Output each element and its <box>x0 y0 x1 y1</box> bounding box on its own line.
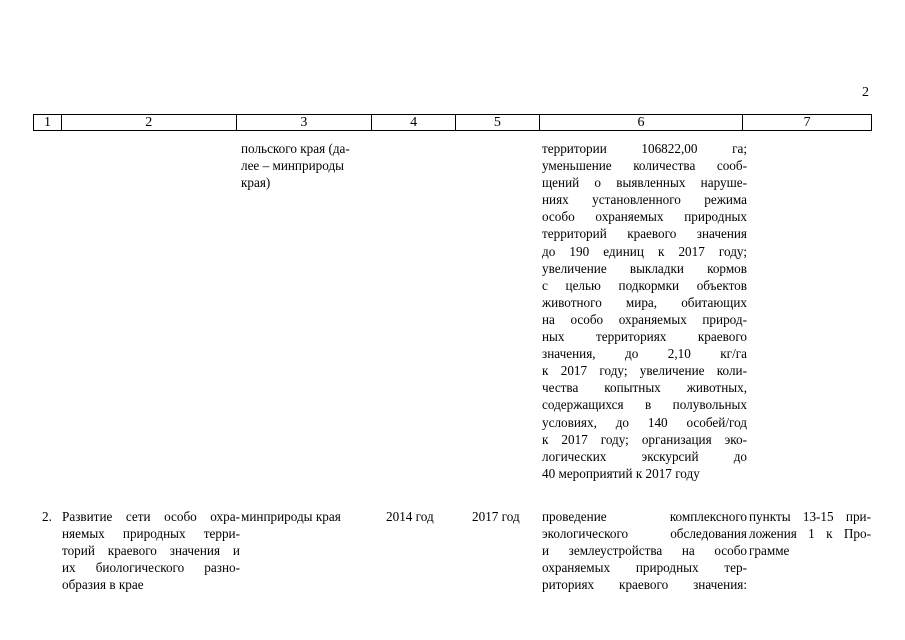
text-line: ложения 1 к Про- <box>749 526 871 542</box>
text-line: охраняемых природных тер- <box>542 560 747 576</box>
row2-start-year: 2014 год <box>386 509 434 524</box>
text-line: риториях краевого значения: <box>542 577 747 593</box>
text-line: ных территориях краевого <box>542 329 747 345</box>
text-line: няемых природных терри- <box>62 526 240 542</box>
row2-relation <box>749 508 871 559</box>
header-col-2: 2 <box>62 115 237 130</box>
text-line: на особо охраняемых природ- <box>542 311 747 327</box>
header-col-7: 7 <box>803 115 811 130</box>
page-number: 2 <box>862 85 869 100</box>
text-line: чества копытных животных, <box>542 380 747 396</box>
text-line: к 2017 году; увеличение коли- <box>542 363 747 379</box>
table-header-row <box>33 114 872 131</box>
text-line: территории 106822,00 га; <box>542 141 747 156</box>
text-line: 40 мероприятий к 2017 году <box>542 465 700 481</box>
row2-responsible: минприроды края <box>241 509 341 524</box>
row2-activity-name <box>62 508 240 593</box>
text-line: их биологического разно- <box>62 560 240 576</box>
header-col-6: 6 <box>540 115 744 130</box>
text-line: территорий краевого значения <box>542 226 747 242</box>
text-line: образия в крае <box>62 577 144 593</box>
text-line: ниях установленного режима <box>542 192 747 208</box>
text-line: с целью подкормки объектов <box>542 277 747 293</box>
text-line: проведение комплексного <box>542 509 747 524</box>
text-line: особо охраняемых природных <box>542 209 747 225</box>
text-line: значения, до 2,10 кг/га <box>542 346 747 362</box>
continued-row-results <box>542 140 747 482</box>
text-line: условиях, до 140 особей/год <box>542 414 747 430</box>
row2-end-year: 2017 год <box>472 509 520 524</box>
text-line: животного мира, обитающих <box>542 294 747 310</box>
header-col-1: 1 <box>34 115 62 130</box>
text-line: увеличение выкладки кормов <box>542 260 747 276</box>
text-line: экологического обследования <box>542 526 747 542</box>
text-line: щений о выявленных наруше- <box>542 175 747 191</box>
text-line: торий краевого значения и <box>62 543 240 559</box>
row-number: 2. <box>42 509 52 524</box>
text-line: и землеустройства на особо <box>542 543 747 559</box>
text-line: польского края (да- <box>241 141 350 156</box>
header-col-5: 5 <box>456 115 540 130</box>
continued-row-responsible <box>241 140 369 191</box>
row2-results <box>542 508 747 593</box>
text-line: уменьшение количества сооб- <box>542 158 747 174</box>
text-line: к 2017 году; организация эко- <box>542 431 747 447</box>
text-line: до 190 единиц к 2017 году; <box>542 243 747 259</box>
header-col-3: 3 <box>237 115 373 130</box>
text-line: лее – минприроды <box>241 158 345 174</box>
text-line: грамме <box>749 543 790 559</box>
text-line: пункты 13-15 при- <box>749 509 871 524</box>
text-line: содержащихся в полувольных <box>542 397 747 413</box>
header-col-4: 4 <box>372 115 456 130</box>
text-line: Развитие сети особо охра- <box>62 509 240 524</box>
text-line: логических экскурсий до <box>542 448 747 464</box>
text-line: края) <box>241 175 271 191</box>
